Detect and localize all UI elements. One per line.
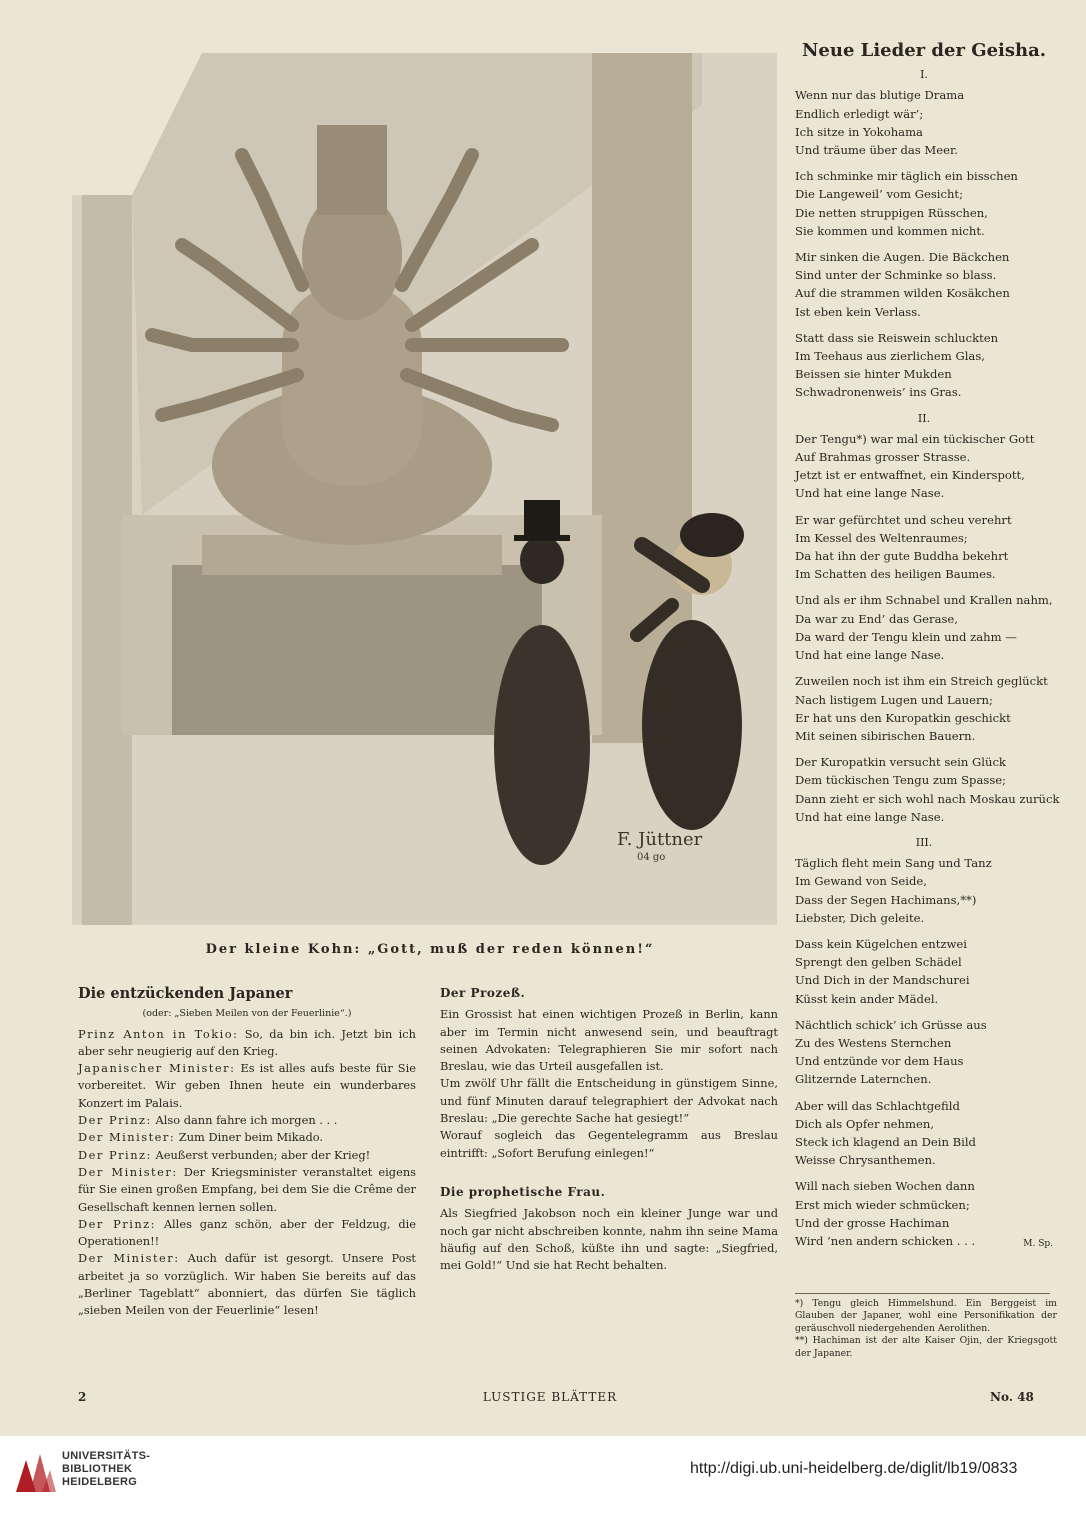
issue-number: No. 48 (990, 1390, 1034, 1404)
article-title: Die entzückenden Japaner (78, 985, 293, 1002)
poem-line: Sie kommen und kommen nicht. (795, 223, 985, 238)
dialogue-line: Prinz Anton in Tokio: So, da bin ich. Jetzt bin ich aber sehr neugierig auf den Krieg. (78, 1026, 416, 1058)
footnote: *) Tengu gleich Himmelshund. Ein Berggeist im Glauben der Japaner, wohl eine Personifikation der geräuschvoll niedergehenden Aerolithen. (795, 1298, 1057, 1334)
poem-stanza (795, 1016, 1053, 1089)
poem-line: Wenn nur das blutige Drama (795, 88, 965, 103)
poem-stanza (795, 591, 1053, 664)
poem-line: Und träume über das Meer. (795, 143, 958, 158)
magazine-name: LUSTIGE BLÄTTER (482, 1390, 618, 1404)
illustration (62, 45, 777, 925)
footnote-rule (795, 1293, 1050, 1294)
poem-column (795, 40, 1060, 1258)
poem-line: Nach listigem Lugen und Lauern; (795, 692, 993, 707)
prozess-paragraph: Um zwölf Uhr fällt die Entscheidung in günstigem Sinne, und fünf Minuten darauf telegraphiert der Advokat nach Breslau: „Die gerechte Sache hat gesiegt!“ (440, 1076, 778, 1126)
poem-line: Beissen sie hinter Mukden (795, 367, 952, 382)
poem-stanza (795, 1097, 1053, 1170)
library-bar (0, 1436, 1086, 1526)
poem-line: Jetzt ist er entwaffnet, ein Kinderspott, (795, 468, 1025, 483)
poem-stanza (795, 935, 1053, 1008)
dialogue-line: Der Minister: Auch dafür ist gesorgt. Unsere Post arbeitet ja so vorzüglich. Wir haben Sie bereits auf das „Berliner Tageblatt“ abonniert, das dürfen Sie täglich „sieben Meilen von der Feuerlinie“ lesen! (78, 1251, 417, 1318)
prozess-paragraph: Ein Grossist hat einen wichtigen Prozeß in Berlin, kann aber im Termin nicht anwesend sein, und beauftragt seinen Advokaten: Telegraphieren Sie mir sofort nach Breslau, wie das Urteil ausgefallen ist. (440, 1007, 778, 1074)
poem-line: Auf die strammen wilden Kosäkchen (795, 286, 1010, 301)
poem-stanza (795, 86, 1053, 159)
poem-line: Täglich fleht mein Sang und Tanz (795, 856, 992, 871)
library-logo-icon (12, 1450, 58, 1496)
prozess-paragraph: Worauf sogleich das Gegentelegramm aus Breslau eintrifft: „Sofort Berufung einlegen!“ (440, 1128, 778, 1160)
section-numeral: II. (917, 411, 931, 425)
poem-line: Dass der Segen Hachimans,**) (795, 892, 977, 907)
library-name: UNIVERSITÄTS- BIBLIOTHEK HEIDELBERG (62, 1450, 151, 1488)
dialogue-line: Der Prinz: Alles ganz schön, aber der Feldzug, die Operationen!! (78, 1216, 416, 1249)
poem-line: Und Dich in der Mandschurei (795, 973, 970, 988)
section-numeral: III. (915, 835, 933, 849)
poem-line: Mit seinen sibirischen Bauern. (795, 728, 976, 743)
poem-line: Mir sinken die Augen. Die Bäckchen (795, 250, 1010, 265)
poem-stanza (795, 1177, 1053, 1250)
section-numeral: I. (920, 68, 928, 82)
poem-line: Im Gewand von Seide, (795, 874, 927, 889)
poem-stanza (795, 672, 1053, 745)
poem-line: Dass kein Kügelchen entzwei (795, 936, 967, 951)
dialogue-line: Der Minister: Zum Diner beim Mikado. (78, 1130, 324, 1145)
frau-paragraph: Als Siegfried Jakobson noch ein kleiner Junge war und noch gar nicht abschreiben konnte, nahm ihn seine Mama häufig auf den Schoß, küßte ihn und sagte: „Siegfried, mei Gold!“ Und sie hat Recht behalten. (440, 1206, 778, 1273)
poem-line: Da hat ihn der gute Buddha bekehrt (795, 549, 1009, 564)
poem-line: Der Kuropatkin versucht sein Glück (795, 755, 1006, 770)
poem-line: Dann zieht er sich wohl nach Moskau zurück (795, 791, 1060, 806)
poem-stanza (795, 753, 1060, 826)
poem-stanza (795, 329, 1053, 402)
poem-line: Und als er ihm Schnabel und Krallen nahm, (795, 593, 1053, 608)
poem-line: Will nach sieben Wochen dann (795, 1179, 975, 1194)
dialogue-line: Der Prinz: Also dann fahre ich morgen . . . (78, 1113, 338, 1128)
poem-line: Die Langeweil’ vom Gesicht; (795, 187, 963, 202)
poem-line: Weisse Chrysanthemen. (795, 1153, 936, 1168)
poem-stanza (795, 430, 1053, 503)
footnotes (795, 1298, 1057, 1360)
frau-title: Die prophetische Frau. (440, 1184, 606, 1199)
library-url[interactable]: http://digi.ub.uni-heidelberg.de/diglit/lb19/0833 (690, 1460, 1018, 1477)
poem-line: Erst mich wieder schmücken; (795, 1197, 970, 1212)
poem-stanza (795, 511, 1053, 584)
article-subtitle: (oder: „Sieben Meilen von der Feuerlinie“.) (142, 1008, 352, 1020)
poem-line: Er war gefürchtet und scheu verehrt (795, 512, 1012, 527)
poem-line: Und hat eine lange Nase. (795, 648, 945, 663)
statue-illustration (62, 45, 777, 925)
poem-line: Wird ’nen andern schicken . . . M. Sp. (795, 1232, 1053, 1250)
poem-line: Im Teehaus aus zierlichem Glas, (795, 349, 985, 364)
poem-line: Da war zu End’ das Gerase, (795, 611, 958, 626)
middle-column (440, 985, 778, 1274)
poem-title: Neue Lieder der Geisha. (801, 40, 1047, 61)
poem-line: Ich schminke mir täglich ein bisschen (795, 169, 1018, 184)
poem-line: Sind unter der Schminke so blass. (795, 268, 997, 283)
poem-line: Dem tückischen Tengu zum Spasse; (795, 773, 1007, 788)
poem-signature: M. Sp. (1023, 1238, 1053, 1249)
poem-line: Im Kessel des Weltenraumes; (795, 530, 968, 545)
poem-line: Ist eben kein Verlass. (795, 304, 921, 319)
artist-date: 04 go (637, 852, 666, 863)
dialogue-line: Der Minister: Der Kriegsminister veranstaltet eigens für Sie einen großen Empfang, bei dem Sie die Crême der Gesellschaft kennen lernen sollen. (78, 1164, 416, 1214)
illustration-caption: Der kleine Kohn: „Gott, muß der reden können!“ (205, 942, 655, 957)
poem-line: Glitzernde Laternchen. (795, 1072, 932, 1087)
poem-line: Und hat eine lange Nase. (795, 486, 945, 501)
poem-line: Die netten struppigen Rüsschen, (795, 205, 988, 220)
poem-line: Er hat uns den Kuropatkin geschickt (795, 710, 1011, 725)
poem-line: Und hat eine lange Nase. (795, 809, 945, 824)
footnote: **) Hachiman ist der alte Kaiser Ojin, der Kriegsgott der Japaner. (795, 1335, 1057, 1359)
dialogue-line: Der Prinz: Aeußerst verbunden; aber der Krieg! (78, 1147, 371, 1162)
poem-line: Ich sitze in Yokohama (795, 124, 923, 139)
poem-line: Auf Brahmas grosser Strasse. (795, 450, 971, 465)
poem-line: Und der grosse Hachiman (795, 1215, 950, 1230)
poem-line: Da ward der Tengu klein und zahm — (795, 629, 1017, 644)
poem-line: Küsst kein ander Mädel. (795, 991, 939, 1006)
poem-body (795, 66, 1060, 1250)
poem-stanza (795, 248, 1053, 321)
poem-line: Liebster, Dich geleite. (795, 910, 925, 925)
prozess-title: Der Prozeß. (440, 986, 526, 1000)
poem-line: Statt dass sie Reiswein schluckten (795, 330, 999, 345)
poem-line: Der Tengu*) war mal ein tückischer Gott (795, 431, 1035, 446)
poem-line: Endlich erledigt wär’; (795, 106, 924, 121)
dialogue-line: Japanischer Minister: Es ist alles aufs beste für Sie vorbereitet. Wir geben Ihnen heute ein wunderbares Konzert im Palais. (78, 1061, 416, 1110)
poem-stanza (795, 167, 1053, 240)
poem-line: Aber will das Schlachtgefild (795, 1098, 960, 1113)
poem-line: Sprengt den gelben Schädel (795, 955, 962, 970)
poem-line: Zu des Westens Sternchen (795, 1035, 952, 1050)
page-number: 2 (78, 1390, 87, 1404)
artist-signature: F. Jüttner (617, 829, 703, 850)
poem-line: Schwadronenweis’ ins Gras. (795, 385, 962, 400)
poem-stanza (795, 854, 1053, 927)
poem-line: Und entzünde vor dem Haus (795, 1054, 964, 1069)
poem-line: Nächtlich schick’ ich Grüsse aus (795, 1017, 987, 1032)
poem-line: Zuweilen noch ist ihm ein Streich geglückt (795, 674, 1048, 689)
poem-line: Im Schatten des heiligen Baumes. (795, 567, 996, 582)
article-column (78, 985, 416, 1320)
poem-line: Steck ich klagend an Dein Bild (795, 1134, 976, 1149)
poem-line: Dich als Opfer nehmen, (795, 1116, 935, 1131)
